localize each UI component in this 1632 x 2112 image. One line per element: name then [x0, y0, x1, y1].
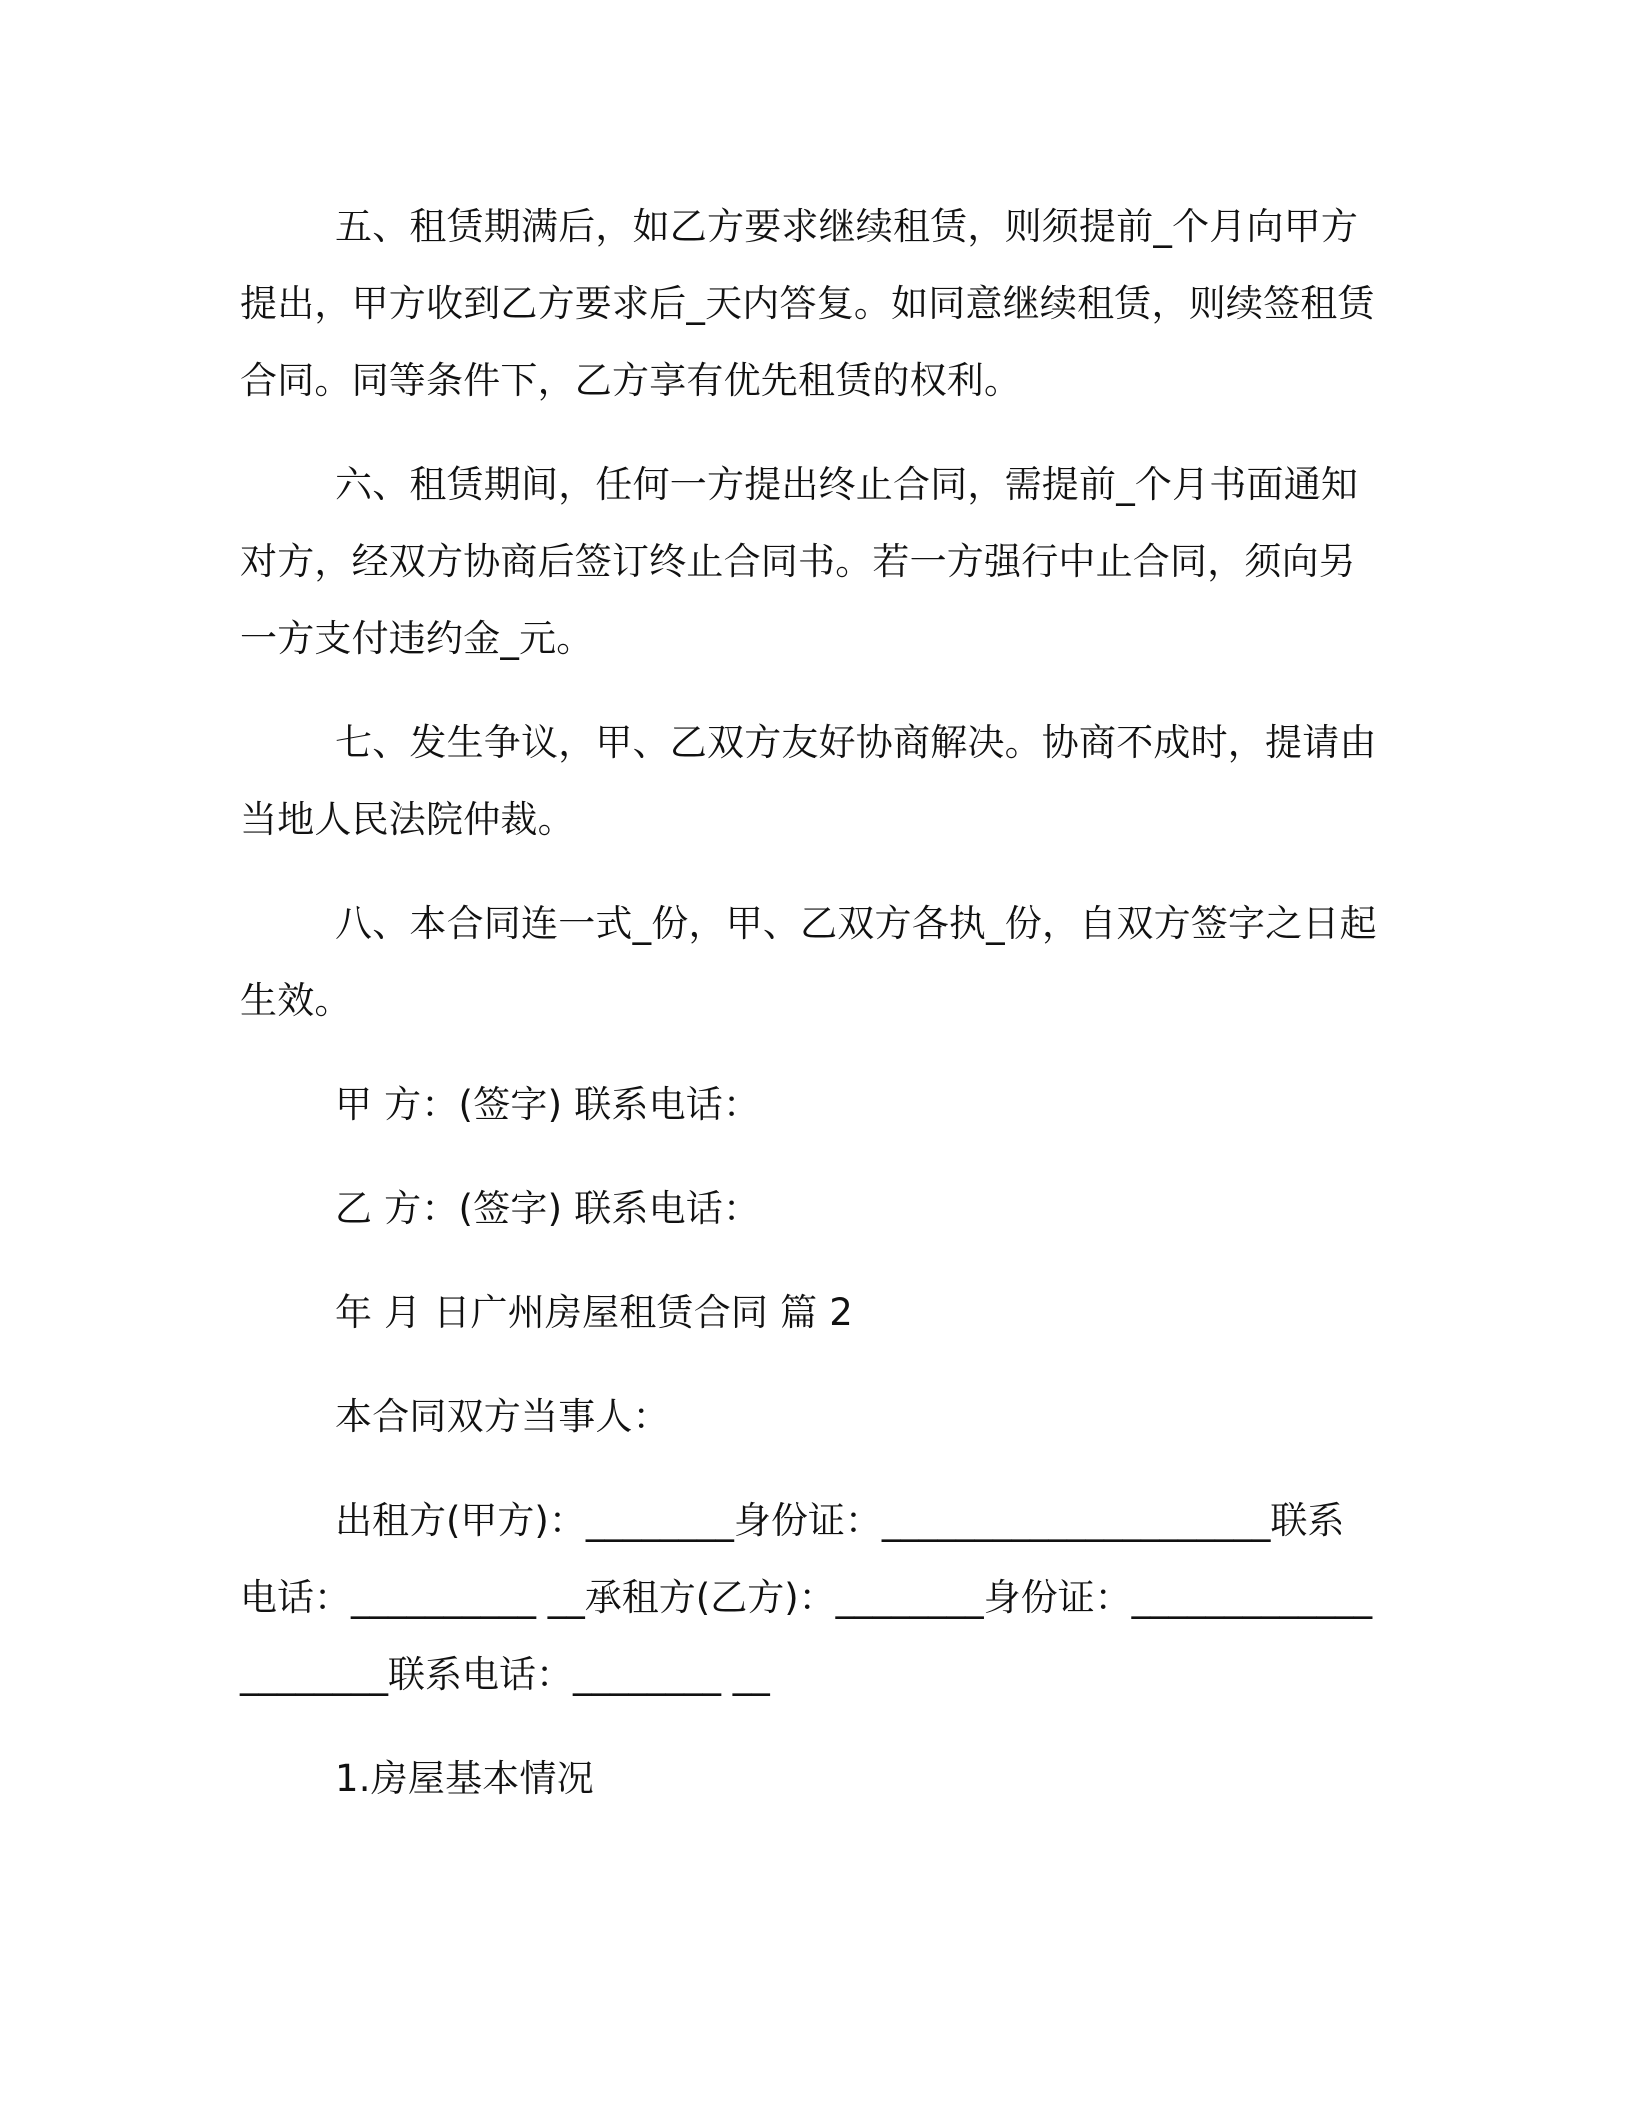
party-b-signature-line: 乙 方：(签字) 联系电话： — [335, 1187, 761, 1230]
party-a-signature-line: 甲 方：(签字) 联系电话： — [335, 1083, 761, 1126]
clause-5: 五、租赁期满后，如乙方要求继续租赁，则须提前_个月向甲方提出，甲方收到乙方要求后_天内答复。如同意继续租赁，则续签租赁合同。同等条件下，乙方享有优先租赁的权利。 — [240, 205, 1375, 402]
date-and-title-line: 年 月 日广州房屋租赁合同 篇 2 — [335, 1291, 853, 1334]
document-body — [240, 188, 1380, 1844]
parties-detail: 出租方(甲方)：________身份证：_____________________联系电话：__________ __承租方(乙方)：________身份证：_____________________联系电话：________ __ — [240, 1499, 1373, 1696]
clause-6: 六、租赁期间，任何一方提出终止合同，需提前_个月书面通知对方，经双方协商后签订终止合同书。若一方强行中止合同，须向另一方支付违约金_元。 — [240, 463, 1359, 660]
parties-heading: 本合同双方当事人： — [335, 1395, 670, 1438]
clause-8: 八、本合同连一式_份，甲、乙双方各执_份，自双方签字之日起生效。 — [240, 902, 1377, 1022]
section-1-heading: 1.房屋基本情况 — [335, 1757, 594, 1800]
clause-7: 七、发生争议，甲、乙双方友好协商解决。协商不成时，提请由当地人民法院仲裁。 — [240, 721, 1377, 841]
